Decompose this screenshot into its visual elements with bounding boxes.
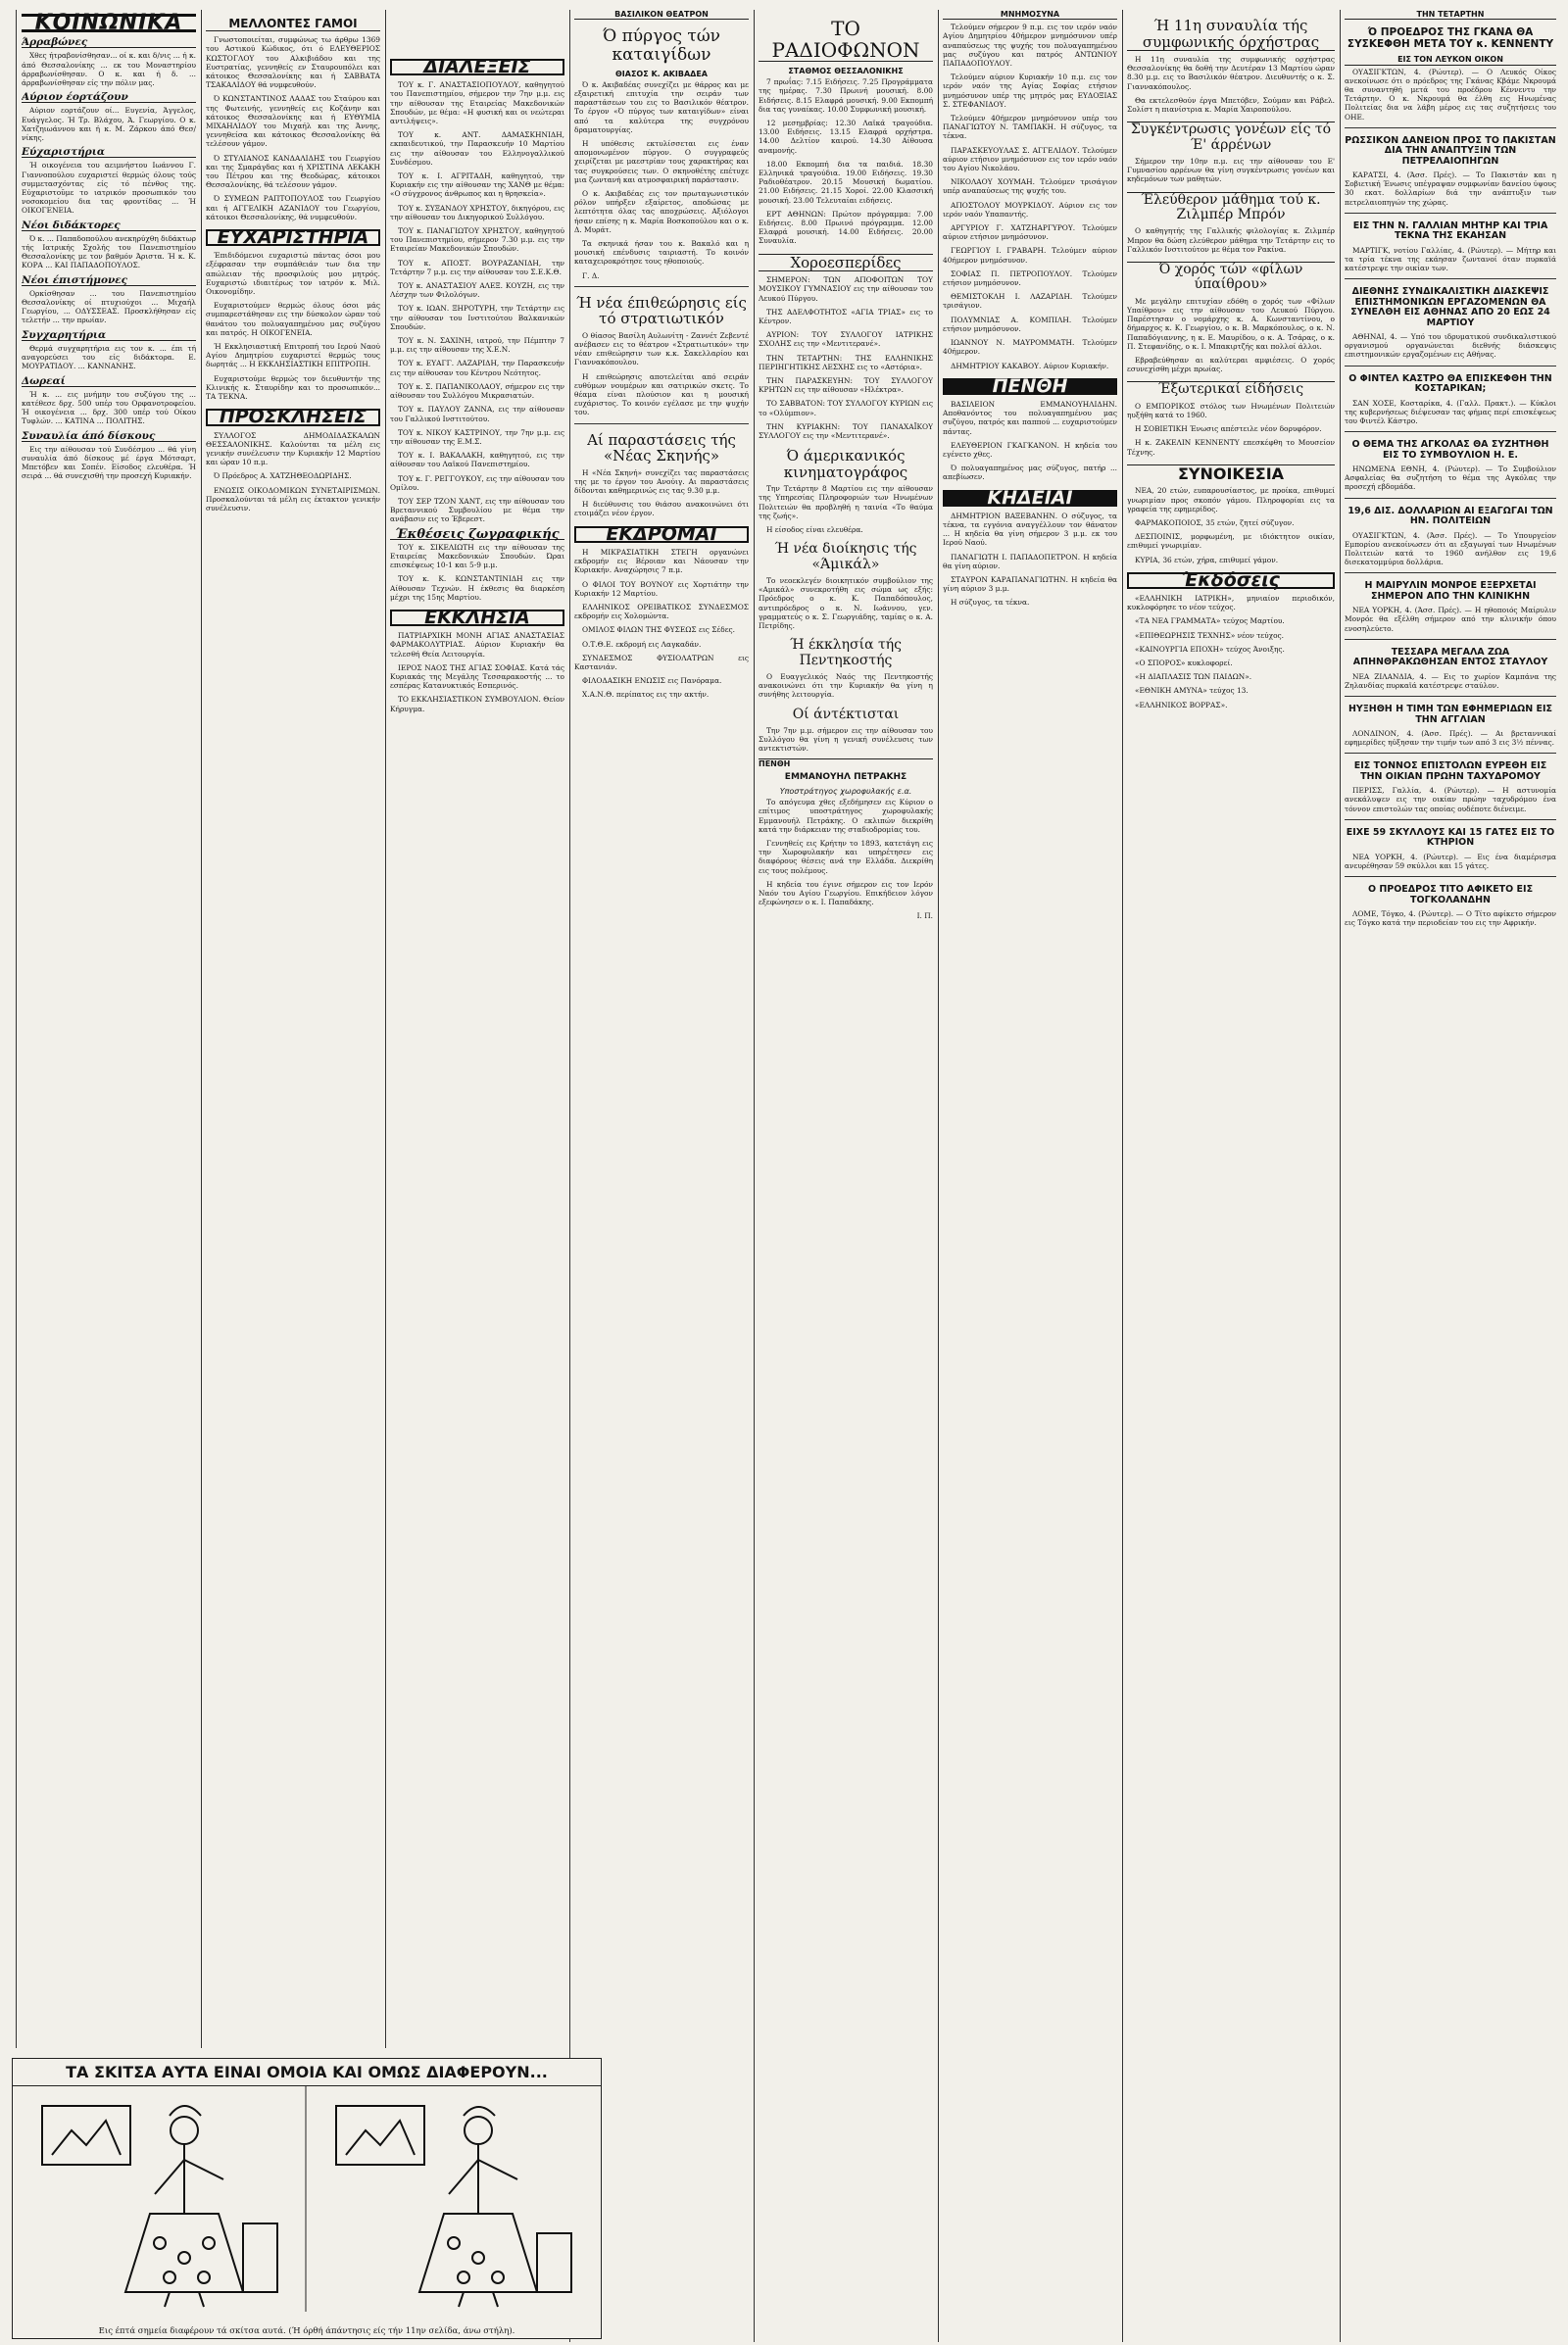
social-banner: ΚΟΙΝΩΝΙΚΑ [22,14,196,32]
revue-title: Ή νέα έπιθεώρησις είς τό στρατιωτικόν [576,293,747,328]
foreign-news-paragraph: Η κ. ΖΑΚΕΛΙΝ ΚΕΝΝΕΝΤΥ επεσκέφθη το Μουσείον Τέχνης. [1127,438,1335,457]
left-margin-strip [0,10,17,2048]
theatre-byline: ΘΙΑΣΟΣ Κ. ΑΚΙΒΑΔΕΑ [614,69,708,78]
column-social [22,10,196,2048]
social-section-title: Δωρεαί [22,377,196,387]
foreign-news-title: Έξωτερικαί είδήσεις [1127,381,1335,397]
wedding-notice: Ό ΣΤΥΛΙΑΝΟΣ ΚΑΝΔΑΛΙΔΗΣ του Γεωργίου και της Σμαράγδας και ή ΧΡΙΣΤΙΝΑ ΛΕΚΑΚΗ του Πέτρου και της Θεοδώρας, κάτοικοι Θεσσαλονίκης, θά τελέσουν γάμον. [206,153,380,190]
weddings-paragraphs [206,35,380,221]
thanks-notice: Έπιδιδόμενοι ευχαριστώ πάντας όσοι μου εξέφρασαν την συμπάθειάν των δια την απώλειαν τής προσφιλούς μου μητρός. Ευχαριστώ ιδιαιτέρως τον ιατρόν κ. Μιλ. Οικονομίδην. [206,251,380,297]
pentecost-paragraph: Ο Ευαγγελικός Ναός της Πεντηκοστής ανακοινώνει ότι την Κυριακήν θα γίνη η συνήθης λειτουργία. [759,672,933,700]
parents-paragraph: Σήμερον την 10ην π.μ. εις την αίθουσαν του Ε' Γυμνασίου αρρένων θα γίνη συγκέντρωσις γονέων και κηδεμόνων των μαθητών. [1127,157,1335,184]
memorials-kicker: ΜΝΗΜΟΣΥΝΑ [943,10,1117,20]
memorial-notice: ΔΗΜΗΤΡΙΟΥ ΚΑΚΑΒΟΥ. Αύριον Κυριακήν. [951,361,1109,370]
news-text: ΗΝΩΜΕΝΑ ΕΘΝΗ, 4. (Ρώυτερ). — Το Συμβούλιον Ασφαλείας θα συζητήση το θέμα της Αγκόλας την προσεχή εβδομάδα. [1345,464,1556,492]
funeral-notice: Η σύζυγος, τα τέκνα. [951,598,1030,608]
memorials-paragraphs [943,23,1117,370]
news-headline: Ο ΘΕΜΑ ΤΗΣ ΑΓΚΟΛΑΣ ΘΑ ΣΥΖΗΤΗΘΗ ΕΙΣ ΤΟ ΣΥΜΒΟΥΛΙΟΝ Η. Ε. [1351,439,1549,461]
cartoon-caption: Εις έπτά σημεία διαφέρουν τά σκίτσα αυτά. (Ή όρθή άπάντησις είς τήν 11ην σελίδα, άνω στήλη). [98,2326,515,2336]
news-headline: ΔΙΕΘΝΗΣ ΣΥΝΔΙΚΑΛΙΣΤΙΚΗ ΔΙΑΣΚΕΨΙΣ ΕΠΙΣΤΗΜΟΝΙΚΩΝ ΕΡΓΑΖΟΜΕΝΩΝ ΘΑ ΣΥΝΕΛΘΗ ΕΙΣ ΑΘΗΝΑΣ ΑΠΟ 20 ΕΩΣ 24 ΜΑΡΤΙΟΥ [1350,286,1550,328]
lecture-notice: ΤΟΥ κ. Ι. ΑΓΡΙΤΑΔΗ, καθηγητού, την Κυριακήν εις την αίθουσαν της ΧΑΝΘ με θέμα: «Ο σύγχρονος άνθρωπος και η θρησκεία». [390,171,564,199]
exhibitions-paragraphs [390,543,564,602]
thanks-notice: Ευχαριστούμεν θερμώς όλους όσοι μάς συμπαρεστάθησαν εις την δύσκολον ώραν τού θανάτου του πολυαγαπημένου μας συζύγου και πατρός. Η ΟΙΚΟΓΕΝΕΙΑ. [206,301,380,337]
lecture-notice: ΤΟΥ κ. ΑΠΟΣΤ. ΒΟΥΡΑΖΑΝΙΔΗ, την Τετάρτην 7 μ.μ. εις την αίθουσαν του Σ.Ε.Κ.Θ. [390,258,564,276]
parents-paragraphs [1127,157,1335,184]
news-headline: ΡΩΣΣΙΚΟΝ ΔΑΝΕΙΟΝ ΠΡΟΣ ΤΟ ΠΑΚΙΣΤΑΝ ΔΙΑ ΤΗΝ ΑΝΑΠΤΥΞΙΝ ΤΩΝ ΠΕΤΡΕΛΑΙΟΠΗΓΩΝ [1345,134,1556,167]
memorial-notice: ΠΟΛΥΜΝΙΑΣ Α. ΚΟΜΠΙΛΗ. Τελούμεν ετήσιον μνημόσυνον. [943,315,1117,333]
social-section-text: Ή οικογένεια του αειμνήστου Ιωάννου Γ. Γιαννοπούλου ευχαριστεί θερμώς όλους τούς συμμετασχόντας είς τό πένθος της. Εύχαριστοῦμε το ιατρικόν προσωπικόν του νοσοκομείου δια τας φροντίδας ... Ή ΟΙΚΟΓΕΝΕΙΑ. [22,161,196,216]
news-headline: Ο ΠΡΟΕΔΡΟΣ ΤΙΤΟ ΑΦΙΚΕΤΟ ΕΙΣ ΤΟΓΚΟΛΑΝΔΗΝ [1367,884,1534,905]
publication-notice: «ΕΠΙΘΕΩΡΗΣΙΣ ΤΕΧΝΗΣ» νέον τεύχος. [1135,630,1285,640]
funeral-notice: ΣΤΑΥΡΟΝ ΚΑΡΑΠΑΝΑΓΙΩΤΗΝ. Η κηδεία θα γίνη αύριον 3 μ.μ. [943,574,1117,594]
lecture-notice: ΤΟΥ κ. Ι. ΒΑΚΑΛΑΚΗ, καθηγητού, εις την αίθουσαν του Λαϊκού Πανεπιστημίου. [390,451,564,469]
funeral-notice: ΔΗΜΗΤΡΙΟΝ ΒΑΞΕΒΑΝΗΝ. Ο σύζυγος, τα τέκνα, τα εγγόνια αναγγέλλουν τον θάνατον ... Η κηδεία θα γίνη σήμερον 3 μ.μ. εκ του Ιερού Ναού. [943,511,1117,548]
lead-subhead: ΕΙΣ ΤΟΝ ΛΕΥΚΟΝ ΟΙΚΟΝ [1345,55,1556,65]
news-headline: 19,6 ΔΙΣ. ΔΟΛΛΑΡΙΩΝ ΑΙ ΕΞΑΓΩΓΑΙ ΤΩΝ ΗΝ. ΠΟΛΙΤΕΙΩΝ [1348,505,1553,527]
news-headline: ΕΙΧΕ 59 ΣΚΥΛΛΟΥΣ ΚΑΙ 15 ΓΑΤΕΣ ΕΙΣ ΤΟ ΚΤΗΡΙΟΝ [1346,826,1555,849]
column-rule [938,10,939,2342]
lecture-notice: ΤΟΥ κ. ΑΝΤ. ΔΑΜΑΣΚΗΝΙΔΗ, εκπαιδευτικού, την Παρασκευήν 10 Μαρτίου εις την αίθουσαν του Ελληνογαλλικού Συνδέσμου. [390,130,564,167]
radio-title: ΤΟ ΡΑΔΙΟΦΩΝΟΝ [759,18,933,62]
memorial-notice: ΙΩΑΝΝΟΥ Ν. ΜΑΥΡΟΜΜΑΤΗ. Τελούμεν 40ήμερον. [943,338,1117,357]
lecture-notice: ΤΟΥ κ. Γ. ΑΝΑΣΤΑΣΙΟΠΟΥΛΟΥ, καθηγητού του Πανεπιστημίου, σήμερον την 7ην μ.μ. εις την αίθουσαν της Εταιρείας Μακεδονικών Σπουδών, με θέμα: «Η φυσική και οι νεώτεραι αντιλήψεις». [390,80,564,126]
column-lectures [390,10,564,2048]
lesson-paragraph: Ο καθηγητής της Γαλλικής φιλολογίας κ. Ζιλμπέρ Μπρον θα δώση ελεύθερον μάθημα την Τετάρτην εις το Γαλλικόν Ινστιτούτον με θέμα τον Ρακίνα. [1127,226,1335,254]
theatre-review-paragraph: Τα σκηνικά ήσαν του κ. Βακαλό και η μουσική επένδυσις ταιριαστή. Το κοινόν καταχειροκρότησε τους ηθοποιούς. [574,239,749,267]
column-rule [385,10,386,2048]
memorial-notice: Τελούμεν αύριον Κυριακήν 10 π.μ. εις τον ιερόν ναόν της Αγίας Σοφίας ετήσιον μνημόσυνον υπέρ της μητρός μας ΕΥΔΟΞΙΑΣ Σ. ΣΤΕΦΑΝΙΔΟΥ. [943,73,1117,109]
publication-notice: «Ο ΣΠΟΡΟΣ» κυκλοφορεί. [1135,659,1233,668]
wedding-notice: Γνωστοποιείται, συμφώνως τω άρθρω 1369 του Αστικού Κώδικος, ότι ό ΕΛΕΥΘΕΡΙΟΣ ΚΩΣΤΟΓΛΟΥ του Αλκιβιάδου και της Ευστρατίας, γεννηθείς εν Σταυρουπόλει και κάτοικος Θεσσαλονίκης και ή ΣΑΒΒΑΤΑ ΤΣΑΚΑΛΙΔΟΥ θά νυμφευθούν. [206,35,380,90]
column-rule [754,10,755,2342]
obituary-paragraph: Το απόγευμα χθες εξεδήμησεν εις Κύριον ο επίτιμος υποστράτηγος χωροφυλακής Εμμανουήλ Πετράκης. Ο εκλιπών διεκρίθη κατά την διάρκειαν της σταδιοδρομίας του. [759,798,933,834]
social-section-text: Χθες ήτραβονίσθησαν... οί κ. και δ/νις ... ή κ. άπό Θεσσαλονίκης ... εκ του Μοναστηρίου άρραβωνίσθησαν. Ο κ. και ή δ. ... άρραβωνίσθησαν είς την πόλιν μας. [22,51,196,88]
theatre-review-paragraph: Γ. Δ. [582,270,600,280]
revue-paragraphs [574,331,749,417]
new-stage-title: Αί παραστάσεις τής «Νέας Σκηνής» [587,430,736,465]
foreign-news-paragraphs [1127,402,1335,457]
news-text: ΚΑΡΑΤΣΙ, 4. (Άσσ. Πρές). — Το Πακιστάν και η Σοβιετική Ένωσις υπέγραψαν συμφωνίαν δανείου ύψους 30 εκατ. δολλαρίων διά την ανάπτυξιν των πετρελαιοπηγών της χώρας. [1345,171,1556,207]
excursions-paragraphs [574,548,749,700]
matchmaking-notice: ΦΑΡΜΑΚΟΠΟΙΟΣ, 35 ετών, ζητεί σύζυγον. [1135,518,1295,528]
obituary-paragraphs [759,798,933,906]
publication-notice: «ΤΑ ΝΕΑ ΓΡΑΜΜΑΤΑ» τεύχος Μαρτίου. [1135,616,1285,626]
publication-notice: «ΚΑΙΝΟΥΡΓΙΑ ΕΠΟΧΗ» τεύχος Άνοιξης. [1135,644,1285,654]
social-section-text: Ή κ. ... εις μνήμην του συζύγου της ... κατέθεσε δρχ. 500 υπέρ του Ορφανοτροφείου. Ή οικογένεια ... δρχ. 300 υπέρ τού Οίκου Τυφλών. ... ΚΑΤΙΝΑ ... ΠΟΛΙΤΗΣ. [22,389,196,426]
cinema-paragraph: Η είσοδος είναι ελευθέρα. [766,525,863,535]
matchmaking-paragraphs [1127,486,1335,563]
church-notice: ΠΑΤΡΙΑΡΧΙΚΗ ΜΟΝΗ ΑΓΙΑΣ ΑΝΑΣΤΑΣΙΑΣ ΦΑΡΜΑΚΟΛΥΤΡΙΑΣ. Αύριον Κυριακήν θα τελεσθή Θεία Λειτουργία. [390,631,564,659]
invitation-notice: ΣΥΛΛΟΓΟΣ ΔΗΜΟΔΙΔΑΣΚΑΛΩΝ ΘΕΣΣΑΛΟΝΙΚΗΣ. Καλούνται τα μέλη εις γενικήν συνέλευσιν την Κυριακήν 12 Μαρτίου και ώραν 10 π.μ. [206,430,380,467]
mourning-title: ΠΕΝΘΗ [943,378,1117,395]
matchmaking-notice: ΚΥΡΙΑ, 36 ετών, χήρα, επιθυμεί γάμον. [1135,555,1279,564]
column-rule [1122,10,1123,2342]
social-section-title: Συναυλία άπό δίσκους [22,432,196,442]
pentecost-title: Ή έκκλησία τής Πεντηκοστής [790,637,902,668]
balls-title: Χοροεσπερίδες [759,254,933,272]
obituary-paragraph: Η κηδεία του έγινε σήμερον εις τον Ιερόν Ναόν του Αγίου Γεωργίου. Επικήδειον λόγον εξεφώνησεν ο κ. Ι. Παπαδάκης. [759,879,933,907]
ball-notice: ΤΗΝ ΤΕΤΑΡΤΗΝ: ΤΗΣ ΕΛΛΗΝΙΚΗΣ ΠΕΡΙΗΓΗΤΙΚΗΣ ΛΕΣΧΗΣ εις το «Αστόρια». [759,353,933,371]
matchmaking-notice: ΝΕΑ, 20 ετών, ευπαρουσίαστος, με προίκα, επιθυμεί γνωριμίαν προς σκοπόν γάμου. Πληροφορίαι εις τα γραφεία της εφημερίδος. [1127,486,1335,513]
exhibition-notice: ΤΟΥ κ. ΣΙΚΕΛΙΩΤΗ εις την αίθουσαν της Εταιρείας Μακεδονικών Σπουδών. Ώραι επισκέψεως 10-1 και 5-9 μ.μ. [390,542,564,570]
social-section-text: Ό κ. ... Παπαδοπούλου ανεκηρύχθη διδάκτωρ τής Ιατρικής Σχολής του Πανεπιστημίου Θεσσαλονίκης με τον βαθμόν Άριστα. Ή κ. Κ. ΚΟΡΑ ... ΚΑΙ ΠΑΠΑΔΟΠΟΥΛΟΣ. [22,233,196,270]
lecture-notice: ΤΟΥ κ. ΑΝΑΣΤΑΣΙΟΥ ΑΛΕΞ. ΚΟΥΖΗ, εις την Λέσχην των Φιλολόγων. [390,281,564,300]
news-headline: ΤΕΣΣΑΡΑ ΜΕΓΑΛΑ ΖΩΑ ΑΠΗΝΘΡΑΚΩΘΗΣΑΝ ΕΝΤΟΣ ΣΤΑΥΛΟΥ [1352,646,1548,668]
concert-paragraph: Η 11η συναυλία της συμφωνικής ορχήστρας Θεσσαλονίκης θα δοθή την Δευτέραν 13 Μαρτίου ώραν 8.30 μ.μ. εις το Βασιλικόν θέατρον. Διευθυντής ο κ. Σ. Γιαννακόπουλος. [1127,55,1335,91]
news-headline: ΕΙΣ ΤΟΝΝΟΣ ΕΠΙΣΤΟΛΩΝ ΕΥΡΕΘΗ ΕΙΣ ΤΗΝ ΟΙΚΙΑΝ ΠΡΩΗΝ ΤΑΧΥΔΡΟΜΟΥ [1353,760,1547,782]
news-text: ΠΕΡΙΣΣ, Γαλλία, 4. (Ρώυτερ). — Η αστυνομία ανεκάλυψεν εις την οικίαν πρώην ταχυδρόμου ένα τόννον επιστολών τας οποίας ουδέποτε διένειμε. [1345,786,1556,813]
church-notice: ΙΕΡΟΣ ΝΑΟΣ ΤΗΣ ΑΓΙΑΣ ΣΟΦΙΑΣ. Κατά τάς Κυριακάς της Μεγάλης Τεσσαρακοστής ... το εσπέρας Κατανυκτικός Εσπερινός. [390,662,564,691]
publications-paragraphs [1127,594,1335,709]
ball-notice: ΑΥΡΙΟΝ: ΤΟΥ ΣΥΛΛΟΓΟΥ ΙΑΤΡΙΚΗΣ ΣΧΟΛΗΣ εις την «Μεντιτερανέ». [759,330,933,349]
publication-notice: «Η ΔΙΑΠΛΑΣΙΣ ΤΩΝ ΠΑΙΔΩΝ». [1135,672,1252,682]
social-section-title: Άρραβώνες [22,38,196,48]
mourning-notice: Ό πολυαγαπημένος μας σύζυγος, πατήρ ... απεβίωσεν. [943,464,1117,482]
lecture-notice: ΤΟΥ ΣΕΡ ΤΖΟΝ ΧΑΝΤ, εις την αίθουσαν του Βρεταννικού Συμβουλίου με θέμα την ανάβασιν εις το Έβερεστ. [390,496,564,524]
lecture-notice: ΤΟΥ κ. ΠΑΥΛΟΥ ΖΑΝΝΑ, εις την αίθουσαν του Γαλλικού Ινστιτούτου. [390,405,564,423]
column-rule [569,10,570,2342]
lesson-title: Έλεύθερον μάθημα τού κ. Ζιλμπέρ Μπρόν [1127,192,1335,223]
church-paragraphs [390,631,564,713]
column-weddings [206,10,380,2048]
memorial-notice: ΝΙΚΟΛΑΟΥ ΧΟΥΜΑΗ. Τελούμεν τρισάγιον υπέρ αναπαύσεως της ψυχής του. [943,177,1117,196]
publication-notice: «ΕΛΛΗΝΙΚΗ ΙΑΤΡΙΚΗ», μηνιαίον περιοδικόν, κυκλοφόρησε το νέον τεύχος. [1127,594,1335,612]
theatre-review-paragraph: Η υπόθεσις εκτυλίσσεται εις έναν απομονωμένον πύργον. Ο συγγραφεύς χειρίζεται με μαεστρίαν τους χαρακτήρας και τας συγκρούσεις των. Ο σκηνοθέτης επέτυχε μια ζωντανή και ατμοσφαιρική παράστασιν. [574,139,749,184]
publications-title: Έκδόσεις [1127,572,1335,589]
theatre-title: Ό πύργος τών καταιγίδων [602,26,721,65]
dance-paragraphs [1127,297,1335,374]
radio-station: ΣΤΑΘΜΟΣ ΘΕΣΣΑΛΟΝΙΚΗΣ [788,67,904,75]
theatre-review-paragraph: Ό κ. Ακιβαδέας συνεχίζει με θάρρος και με εξαιρετική επιτυχία την σειράν των παραστάσεων του εις το Βασιλικόν θέατρον. Το έργον «Ό πύργος των καταιγίδων» είναι από τα καλύτερα της συγχρόνου δραματουργίας. [574,79,749,134]
funerals-title: ΚΗΔΕΙΑΙ [943,490,1117,507]
news-text: ΣΑΝ ΧΟΣΕ, Κοσταρίκα, 4. (Γαλλ. Πρακτ.). — Κύκλοι της κυβερνήσεως διέψευσαν τας φήμας περί επισκέψεως του Φιντέλ Κάστρο. [1345,398,1556,425]
matchmaking-title: ΣΥΝΟΙΚΕΣΙΑ [1127,464,1335,483]
invitation-notice: Ό Πρόεδρος Α. ΧΑΤΖΗΘΕΟΔΩΡΙΔΗΣ. [214,471,352,481]
social-section-title: Εύχαριστήρια [22,148,196,158]
spot-the-difference-cartoon [12,2058,602,2339]
memorial-notice: Τελούμεν 40ήμερον μνημόσυνον υπέρ του ΠΑΝΑΓΙΩΤΟΥ Ν. ΤΑΜΠΑΚΗ. Η σύζυγος, τα τέκνα. [943,114,1117,141]
builders-paragraphs [759,726,933,754]
excursion-notice: Ο ΦΙΛΟΙ ΤΟΥ ΒΟΥΝΟΥ εις Χορτιάτην την Κυριακήν 12 Μαρτίου. [574,579,749,598]
news-headline: Ο ΦΙΝΤΕΛ ΚΑΣΤΡΟ ΘΑ ΕΠΙΣΚΕΦΘΗ ΤΗΝ ΚΟΣΤΑΡΙΚΑΝ; [1348,372,1552,395]
exhibition-notice: ΤΟΥ κ. Κ. ΚΩΝΣΤΑΝΤΙΝΙΔΗ εις την Αίθουσαν Τεχνών. Η έκθεσις θα διαρκέση μέχρι της 15ης Μαρτίου. [390,574,564,602]
memorial-notice: ΘΕΜΙΣΤΟΚΛΗ Ι. ΛΑΖΑΡΙΔΗ. Τελούμεν τρισάγιον. [943,292,1117,311]
news-headline: ΕΙΣ ΤΗΝ Ν. ΓΑΛΛΙΑΝ ΜΗΤΗΡ ΚΑΙ ΤΡΙΑ ΤΕΚΝΑ ΤΗΣ ΕΚΑΗΣΑΝ [1352,220,1548,242]
foreign-news-paragraph: Η ΣΟΒΙΕΤΙΚΗ Ένωσις απέστειλε νέον δορυφόρον. [1135,424,1322,434]
concert-paragraphs [1127,55,1335,114]
radio-program: 18.00 Εκπομπή δια τα παιδιά. 18.30 Ελληνικά τραγούδια. 19.00 Ειδήσεις. 19.30 Ραδιοθέατρον. 20.15 Μουσική δωματίου. 21.00 Ειδήσεις. 21.15 Χοροί. 22.00 Κλασσική μουσική. 23.00 Τελευταίαι ειδήσεις. [759,159,933,205]
news-headline: Η ΜΑΙΡΥΛΙΝ ΜΟΝΡΟΕ ΕΞΕΡΧΕΤΑΙ ΣΗΜΕΡΟΝ ΑΠΟ ΤΗΝ ΚΛΙΝΙΚΗΝ [1364,580,1537,602]
right-sketch [336,2106,571,2307]
exhibitions-title: Έκθέσεις ζωγραφικής [390,530,564,540]
church-title: ΕΚΚΛΗΣΙΑ [390,610,564,626]
social-section-title: Αύριον έορτάζουν [22,93,196,103]
cinema-paragraph: Την Τετάρτην 8 Μαρτίου εις την αίθουσαν της Υπηρεσίας Πληροφοριών των Ηνωμένων Πολιτειών θα προβληθή η ταινία «Το θαύμα της ζωής». [759,484,933,520]
column-memorials [943,10,1117,2342]
social-section-text: Ορκίσθησαν ... του Πανεπιστημίου Θεσσαλονίκης οί πτυχιούχοι ... Μιχαήλ Γεωργίου, ... ΟΔΥΣΣΕΑΣ. Προσκλήθησαν είς τελετήν ... την πρωίαν. [22,288,196,325]
invitation-notice: ΕΝΩΣΙΣ ΟΙΚΟΔΟΜΙΚΩΝ ΣΥΝΕΤΑΙΡΙΣΜΩΝ. Προσκαλούνται τά μέλη εις έκτακτον γενικήν συνέλευσιν. [206,485,380,513]
memorial-notice: Τελούμεν σήμερον 9 π.μ. εις τον ιερόν ναόν Αγίου Δημητρίου 40ήμερον μνημόσυνον υπέρ αναπαύσεως της ψυχής του πολυαγαπημένου μας συζύγου και πατρός ΑΝΤΩΝΙΟΥ ΠΑΠΑΔΟΠΟΥΛΟΥ. [943,23,1117,69]
balls-paragraphs [759,275,933,440]
dance-title: Ό χορός τών «φίλων ύπαίθρου» [1127,262,1335,293]
lecture-notice: ΤΟΥ κ. ΣΥΞΑΝΔΟΥ ΧΡΗΣΤΟΥ, δικηγόρου, εις την αίθουσαν του Δικηγορικού Συλλόγου. [390,203,564,221]
thanks-notice: Ευχαριστούμε θερμώς τον διευθυντήν της Κλινικής κ. Σταυρίδην και το προσωπικόν... ΤΑ ΤΕΚΝΑ. [206,373,380,402]
obituary-paragraph: Γεννηθείς εις Κρήτην το 1893, κατετάγη εις την Χωροφυλακήν και υπηρέτησεν εις διαφόρους θέσεις ανά την Ελλάδα. Διεκρίθη εις τους πολέμους. [759,839,933,875]
thanks-title: ΕΥΧΑΡΙΣΤΗΡΙΑ [206,229,380,246]
revue-paragraph: Ο θίασος Βασίλη Αυλωνίτη - Ζαννέτ Ζεβεντέ ανέβασεν εις το θέατρον «Στρατιωτικόν» την νέαν επιθεώρησιν των κ.κ. Σακελλαρίου και Γιαννακόπουλου. [574,330,749,367]
wedding-notice: Ό ΣΥΜΕΩΝ ΡΑΠΤΟΠΟΥΛΟΣ του Γεωργίου και ή ΑΓΓΕΛΙΚΗ ΑΖΑΝΙΔΟΥ του Γεωργίου, κάτοικοι Θεσσαλονίκης, θά νυμφευθούν. [206,194,380,221]
news-text: ΝΕΑ ΥΟΡΚΗ, 4. (Ρώυτερ). — Εις ένα διαμέρισμα ανευρέθησαν 59 σκύλλοι και 15 γάτες. [1345,852,1556,870]
news-items [1345,127,1556,928]
lecture-notice: ΤΟΥ κ. ΙΩΑΝ. ΞΗΡΟΤΥΡΗ, την Τετάρτην εις την αίθουσαν του Ινστιτούτου Βαλκανικών Σπουδών. [390,304,564,331]
memorial-notice: ΑΠΟΣΤΟΛΟΥ ΜΟΥΡΚΙΔΟΥ. Αύριον εις τον ιερόν ναόν Υπαπαντής. [943,200,1117,219]
funeral-notice: ΠΑΝΑΓΙΩΤΗ Ι. ΠΑΠΑΔΟΠΕΤΡΟΝ. Η κηδεία θα γίνη αύριον. [943,552,1117,570]
news-text: ΟΥΑΣΙΓΚΤΩΝ, 4. (Άσσ. Πρές). — Το Υπουργείον Εμπορίου ανεκοίνωσεν ότι αι εξαγωγαί των Ηνωμένων Πολιτειών κατά το 1960 ανήλθον εις 19,6 δισεκατομμύρια δολλάρια. [1345,530,1556,567]
social-sections [22,38,196,480]
obituary-name: ΕΜΜΑΝΟΥΗΛ ΠΕΤΡΑΚΗΣ [784,771,907,782]
memorial-notice: ΑΡΓΥΡΙΟΥ Γ. ΧΑΤΖΗΑΡΓΥΡΟΥ. Τελούμεν αύριον ετήσιον μνημόσυνον. [943,223,1117,242]
news-text: ΝΕΑ ΖΙΛΑΝΔΙΑ, 4. — Εις το χωρίον Καμπάνα της Ζηλανδίας πυρκαϊά κατέστρεψε σταύλον. [1345,671,1556,690]
publication-notice: «ΕΛΛΗΝΙΚΟΣ ΒΟΡΡΑΣ». [1135,700,1228,709]
builders-title: Οί άντέκτισται [792,706,900,722]
column-rule [201,10,202,2048]
memorial-notice: ΣΟΦΙΑΣ Π. ΠΕΤΡΟΠΟΥΛΟΥ. Τελούμεν ετήσιον μνημόσυνον. [943,269,1117,288]
column-radio [759,10,933,2342]
social-section-title: Νέοι έπιστήμονες [22,276,196,286]
amical-paragraph: Το νεοεκλεγέν διοικητικόν συμβούλιον της «Αμικάλ» συνεκροτήθη εις σώμα ως εξής: Πρόεδρος ο κ. Κ. Παπαδόπουλος, αντιπρόεδρος ο κ. Ν. Ιωάννου, γεν. γραμματεύς ο κ. Σ. Γεωργιάδης, ταμίας ο κ. Α. Πετρίδης. [759,576,933,631]
ball-notice: ΤΗΣ ΑΔΕΛΦΟΤΗΤΟΣ «ΑΓΙΑ ΤΡΙΑΣ» εις το Κέντρον. [759,307,933,325]
lecture-notice: ΤΟΥ κ. ΠΑΝΑΓΙΩΤΟΥ ΧΡΗΣΤΟΥ, καθηγητού του Πανεπιστημίου, σήμερον 7.30 μ.μ. εις την Εταιρείαν Μακεδονικών Σπουδών. [390,226,564,254]
news-text: ΛΟΜΕ, Τόγκο, 4. (Ρώυτερ). — Ο Τίτο αφίκετο σήμερον εις Τόγκο κατά την περιοδείαν του εις την Αφρικήν. [1345,909,1556,928]
news-text: ΜΑΡΤΙΓΚ, νοτίου Γαλλίας, 4. (Ρώυτερ). — Μήτηρ και τα τρία τέκνα της εκάησαν ζωντανοί όταν πυρκαϊά κατέστρεψε την οικίαν των. [1345,245,1556,273]
social-section-text: Θερμά συγχαρητήρια εις τον κ. ... έπι τή αναγορεύσει του είς διδάκτορα. Ε. ΜΟΥΡΑΤΙΔΟΥ. ... ΚΑΝΝΑΝΗΣ. [22,343,196,371]
cartoon-illustration [13,2086,599,2312]
new-stage-paragraphs [574,468,749,518]
memorial-notice: ΠΑΡΑΣΚΕΥΟΥΛΑΣ Σ. ΑΓΓΕΛΙΔΟΥ. Τελούμεν αύριον ετήσιον μνημόσυνον εις τον ιερόν ναόν του Αγίου Νικολάου. [943,145,1117,173]
theatre-kicker: ΒΑΣΙΛΙΚΟΝ ΘΕΑΤΡΟΝ [574,10,749,20]
obituary-subtitle: Υποστράτηγος χωροφυλακής ε.α. [779,787,912,797]
lectures-paragraphs [390,80,564,523]
new-stage-paragraph: Η «Νέα Σκηνή» συνεχίζει τας παραστάσεις της με το έργον του Ανούιγ. Αι παραστάσεις δίδονται καθημερινώς εις τας 9.30 μ.μ. [574,467,749,496]
radio-paragraphs [759,77,933,245]
news-headline: ΗΥΞΗΘΗ Η ΤΙΜΗ ΤΩΝ ΕΦΗΜΕΡΙΔΩΝ ΕΙΣ ΤΗΝ ΑΓΓΛΙΑΝ [1348,704,1553,725]
theatre-paragraphs [574,80,749,280]
theatre-review-paragraph: Ο κ. Ακιβαδέας εις τον πρωταγωνιστικόν ρόλον υπήρξεν εξαίρετος, αποδώσας με λεπτότητα όλας τας αποχρώσεις. Αξιόλογοι ήσαν επίσης η κ. Μαρία Βοσκοπούλου και ο κ. Δ. Μυράτ. [574,189,749,234]
social-section-text: Αύριον εορτάζουν οί... Ευγενία, Άγγελος, Ευάγγελος. Ή Τρ. Βλάχου, Ά. Γεωργίου. Ο κ. Χατζηιωάννου και ή κ. Μ. Ζάρκου άπό Θεσ/νίκης. [22,106,196,143]
thanks-notice: Ή Εκκλησιαστική Επιτροπή του Ιερού Ναού Αγίου Δημητρίου ευχαριστεί θερμώς τους δωρητάς ... Η ΕΚΚΛΗΣΙΑΣΤΙΚΗ ΕΠΙΤΡΟΠΗ. [206,342,380,369]
excursion-notice: Ο.Τ.Θ.Ε. εκδρομή εις Λαγκαδάν. [582,639,702,649]
invitations-title: ΠΡΟΣΚΛΗΣΕΙΣ [206,409,380,425]
ball-notice: ΤΗΝ ΠΑΡΑΣΚΕΥΗΝ: ΤΟΥ ΣΥΛΛΟΓΟΥ ΚΡΗΤΩΝ εις την αίθουσαν «Ηλέκτρα». [759,375,933,395]
lecture-notice: ΤΟΥ κ. ΕΥΑΓΓ. ΛΑΖΑΡΙΔΗ, την Παρασκευήν εις την αίθουσαν του Κέντρου Νεότητος. [390,359,564,377]
obituary-signoff: Ι. Π. [916,911,933,921]
builders-paragraph: Την 7ην μ.μ. σήμερον εις την αίθουσαν του Συλλόγου θα γίνη η γενική συνέλευσις των αντεκτιστών. [759,726,933,754]
concert-paragraph: Θα εκτελεσθούν έργα Μπετόβεν, Σούμαν και Ράβελ. Σολίστ η πιανίστρια κ. Μαρία Χαιροπούλου. [1127,95,1335,115]
wedding-notice: Ό ΚΩΝΣΤΑΝΤΙΝΟΣ ΛΑΔΑΣ του Σταύρου και της Φωτεινής, γεννηθείς εις Κοζάνην και κάτοικος Θεσσαλονίκης και ή ΕΥΘΥΜΙΑ ΜΙΧΑΗΛΙΔΟΥ του Μιχαήλ και της Άννης, γεννηθείσα και κάτοικος Θεσσαλονίκης θά τελέσουν γάμον. [206,94,380,149]
obituary-label: ΠΕΝΘΗ [759,758,933,768]
parents-title: Συγκέντρωσις γονέων είς τό Έ' άρρένων [1127,122,1335,153]
column-world-news [1345,10,1556,2342]
lecture-notice: ΤΟΥ κ. ΝΙΚΟΥ ΚΑΣΤΡΙΝΟΥ, την 7ην μ.μ. εις την αίθουσαν της Ε.Μ.Σ. [390,427,564,446]
left-sketch [42,2106,277,2307]
revue-paragraph: Η επιθεώρησις αποτελείται από σειράν ευθύμων νουμέρων και σατιρικών σκετς. Το θέαμα είναι πλούσιον και η μουσική ευχάριστος. Το κοινόν εγέλασε με την ψυχήν του. [574,371,749,417]
column-theatre [574,10,749,2342]
church-notice: ΤΟ ΕΚΚΛΗΣΙΑΣΤΙΚΟΝ ΣΥΜΒΟΥΛΙΟΝ. Θείον Κήρυγμα. [390,695,564,713]
radio-program: ΕΡΤ ΑΘΗΝΩΝ: Πρώτον πρόγραμμα: 7.00 Ειδήσεις. 8.00 Πρωινό πρόγραμμα. 12.00 Ελαφρά μουσική. 14.00 Ειδήσεις. 20.00 Συναυλία. [759,209,933,246]
lecture-notice: ΤΟΥ κ. Σ. ΠΑΠΑΝΙΚΟΛΑΟΥ, σήμερον εις την αίθουσαν του Συλλόγου Μικρασιατών. [390,381,564,401]
mourning-notice: ΕΛΕΥΘΕΡΙΟΝ ΓΚΑΓΚΑΝΟΝ. Η κηδεία του εγένετο χθες. [943,440,1117,459]
memorial-notice: ΓΕΩΡΓΙΟΥ Ι. ΓΡΑΒΑΡΗ. Τελούμεν αύριον 40ήμερον μνημόσυνον. [943,246,1117,265]
thanks-paragraphs [206,251,380,401]
social-section-text: Εις την αίθουσαν τού Συνδέσμου ... θά γίνη συναυλία άπό δίσκους μέ έργα Μότσαρτ, Μπετόβεν και Σοπέν. Είσοδος ελευθέρα. Ή σειρά ... θά συνεχισθή την προσεχή Κυριακήν. [22,444,196,481]
matchmaking-notice: ΔΕΣΠΟΙΝΙΣ, μορφωμένη, με ιδιόκτητον οικίαν, επιθυμεί γνωριμίαν. [1127,532,1335,551]
cinema-paragraphs [759,484,933,534]
lectures-title: ΔΙΑΛΕΞΕΙΣ [390,59,564,75]
excursion-notice: ΣΥΝΔΕΣΜΟΣ ΦΥΣΙΟΛΑΤΡΩΝ εις Καστανιάν. [574,653,749,671]
funerals-paragraphs [943,512,1117,608]
foreign-news-paragraph: Ο ΕΜΠΟΡΙΚΟΣ στόλος των Ηνωμένων Πολιτειών ηυξήθη κατά το 1960. [1127,401,1335,419]
publication-notice: «ΕΘΝΙΚΗ ΑΜΥΝΑ» τεύχος 13. [1135,686,1249,696]
lead-paragraph: ΟΥΑΣΙΓΚΤΩΝ, 4. (Ρώυτερ). — Ο Λευκός Οίκος ανεκοίνωσε ότι ο πρόεδρος της Γκάνας Κβάμε Νκρουμά θα συναντηθή μετά του προέδρου Κέννεντυ την Τετάρτην. Ο κ. Νκρουμά θα έλθη εις Ηνωμένας Πολιτείας δια να λάβη μέρος εις τας συζητήσεις του ΟΗΕ. [1345,67,1556,122]
radio-program: 12 μεσημβρίας: 12.30 Λαϊκά τραγούδια. 13.00 Ειδήσεις. 13.15 Ελαφρά ορχήστρα. 14.00 Δελτίον καιρού. 14.30 Αίθουσα αναμονής. [759,119,933,155]
lesson-paragraphs [1127,226,1335,254]
ball-notice: ΤΟ ΣΑΒΒΑΤΟΝ: ΤΟΥ ΣΥΛΛΟΓΟΥ ΚΥΡΙΩΝ εις το «Ολύμπιον». [759,399,933,417]
lead-paragraphs [1345,68,1556,122]
social-section-title: Συγχαρητήρια [22,331,196,341]
radio-program: 7 πρωΐας: 7.15 Ειδήσεις. 7.25 Προγράμματα της ημέρας. 7.30 Πρωινή μουσική. 8.00 Ειδήσεις. 8.15 Ελαφρά μουσική. 9.00 Εκπομπή δια τας γυναίκας. 10.00 Συμφωνική μουσική. [759,77,933,114]
column-concerts [1127,10,1335,2342]
world-kicker: ΤΗΝ ΤΕΤΑΡΤΗΝ [1345,10,1556,20]
new-stage-paragraph: Η διεύθυνσις του θιάσου ανακοινώνει ότι ετοιμάζει νέον έργον. [574,500,749,518]
news-text: ΝΕΑ ΥΟΡΚΗ, 4. (Άσσ. Πρές). — Η ηθοποιός Μαίρυλιν Μονρόε θα εξέλθη σήμερον από την κλινικήν όπου ενοσηλεύετο. [1345,606,1556,633]
ball-notice: ΣΗΜΕΡΟΝ: ΤΩΝ ΑΠΟΦΟΙΤΩΝ ΤΟΥ ΜΟΥΣΙΚΟΥ ΓΥΜΝΑΣΙΟΥ εις την αίθουσαν του Λευκού Πύργου. [759,275,933,303]
weddings-title: ΜΕΛΛΟΝΤΕΣ ΓΑΜΟΙ [206,18,380,31]
excursion-notice: ΟΜΙΛΟΣ ΦΙΛΩΝ ΤΗΣ ΦΥΣΕΩΣ εις Σέδες. [582,625,736,635]
amical-paragraphs [759,576,933,630]
excursion-notice: Χ.Α.Ν.Θ. περίπατος εις την ακτήν. [582,690,710,700]
excursion-notice: ΕΛΛΗΝΙΚΟΣ ΟΡΕΙΒΑΤΙΚΟΣ ΣΥΝΔΕΣΜΟΣ εκδρομήν εις Χολομώντα. [574,602,749,621]
excursion-notice: ΦΙΛΟΔΑΣΙΚΗ ΕΝΩΣΙΣ εις Πανόραμα. [582,676,722,686]
excursions-title: ΕΚΔΡΟΜΑΙ [574,526,749,543]
mourning-notice: ΒΑΣΙΛΕΙΟΝ ΕΜΜΑΝΟΥΗΛΙΔΗΝ. Αποθανόντος του πολυαγαπημένου μας συζύγου, πατρός και παππού ... ευχαριστούμεν πάντας. [943,399,1117,436]
cartoon-title: ΤΑ ΣΚΙΤΣΑ ΑΥΤΑ ΕΙΝΑΙ ΟΜΟΙΑ ΚΑΙ ΟΜΩΣ ΔΙΑΦΕΡΟΥΝ... [13,2059,601,2086]
lead-headline: Ό ΠΡΟΕΔΡΟΣ ΤΗΣ ΓΚΑΝΑ ΘΑ ΣΥΣΚΕΦΘΗ ΜΕΤΑ ΤΟΥ κ. ΚΕΝΝΕΝΤΥ [1347,26,1554,50]
amical-title: Ή νέα διοίκησις τής «Άμικάλ» [774,541,917,572]
dance-paragraph: Εβραβεύθησαν αι καλύτεραι αμφιέσεις. Ο χορός εσυνεχίσθη μέχρι πρωίας. [1127,356,1335,374]
dance-paragraph: Με μεγάλην επιτυχίαν εδόθη ο χορός των «Φίλων Υπαίθρου» εις την αίθουσαν του Λευκού Πύργου. Παρέστησαν ο νομάρχης κ. Α. Κωνσταντίνου, ο δήμαρχος κ. Κ. Γεωργίου, ο κ. Β. Μαρκόπουλος, ο κ. Ν. Παπαδόγιαννης, η κ. Ε. Μαυρίδου, ο κ. Α. Τσάρας, ο κ. Π. Στεφανίδης, ο κ. Ι. Μπακιρτζής και πολλοί άλλοι. [1127,296,1335,351]
concert-title: Ή 11η συναυλία τής συμφωνικής όρχήστρας [1127,18,1335,51]
pentecost-paragraphs [759,672,933,700]
cinema-title: Ό άμερικανικός κινηματογράφος [783,447,908,481]
mourning-paragraphs [943,400,1117,482]
social-section-title: Νέοι διδάκτορες [22,221,196,231]
lecture-notice: ΤΟΥ κ. Γ. ΡΕΓΓΟΥΚΟΥ, εις την αίθουσαν του Ομίλου. [390,473,564,492]
lecture-notice: ΤΟΥ κ. Ν. ΣΑΧΙΝΗ, ιατρού, την Πέμπτην 7 μ.μ. εις την αίθουσαν της Χ.Ε.Ν. [390,336,564,355]
invitations-paragraphs [206,431,380,513]
news-text: ΛΟΝΔΙΝΟΝ, 4. (Άσσ. Πρές). — Αι βρεταννικαί εφημερίδες ηύξησαν την τιμήν των από 3 εις 3½ πέννας. [1345,728,1556,748]
column-rule [1340,10,1341,2342]
news-text: ΑΘΗΝΑΙ, 4. — Υπό του ιδρυματικού συνδικαλιστικού οργανισμού οργανώνεται διεθνής διάσκεψις επιστημονικών εργαζομένων εις Αθήνας. [1345,332,1556,360]
excursion-notice: Η ΜΙΚΡΑΣΙΑΤΙΚΗ ΣΤΕΓΗ οργανώνει εκδρομήν εις Βέροιαν και Νάουσαν την Κυριακήν. Αναχώρησις 7 π.μ. [574,547,749,575]
ball-notice: ΤΗΝ ΚΥΡΙΑΚΗΝ: ΤΟΥ ΠΑΝΑΧΑΪΚΟΥ ΣΥΛΛΟΓΟΥ εις την «Μεντιτερανέ». [759,421,933,440]
